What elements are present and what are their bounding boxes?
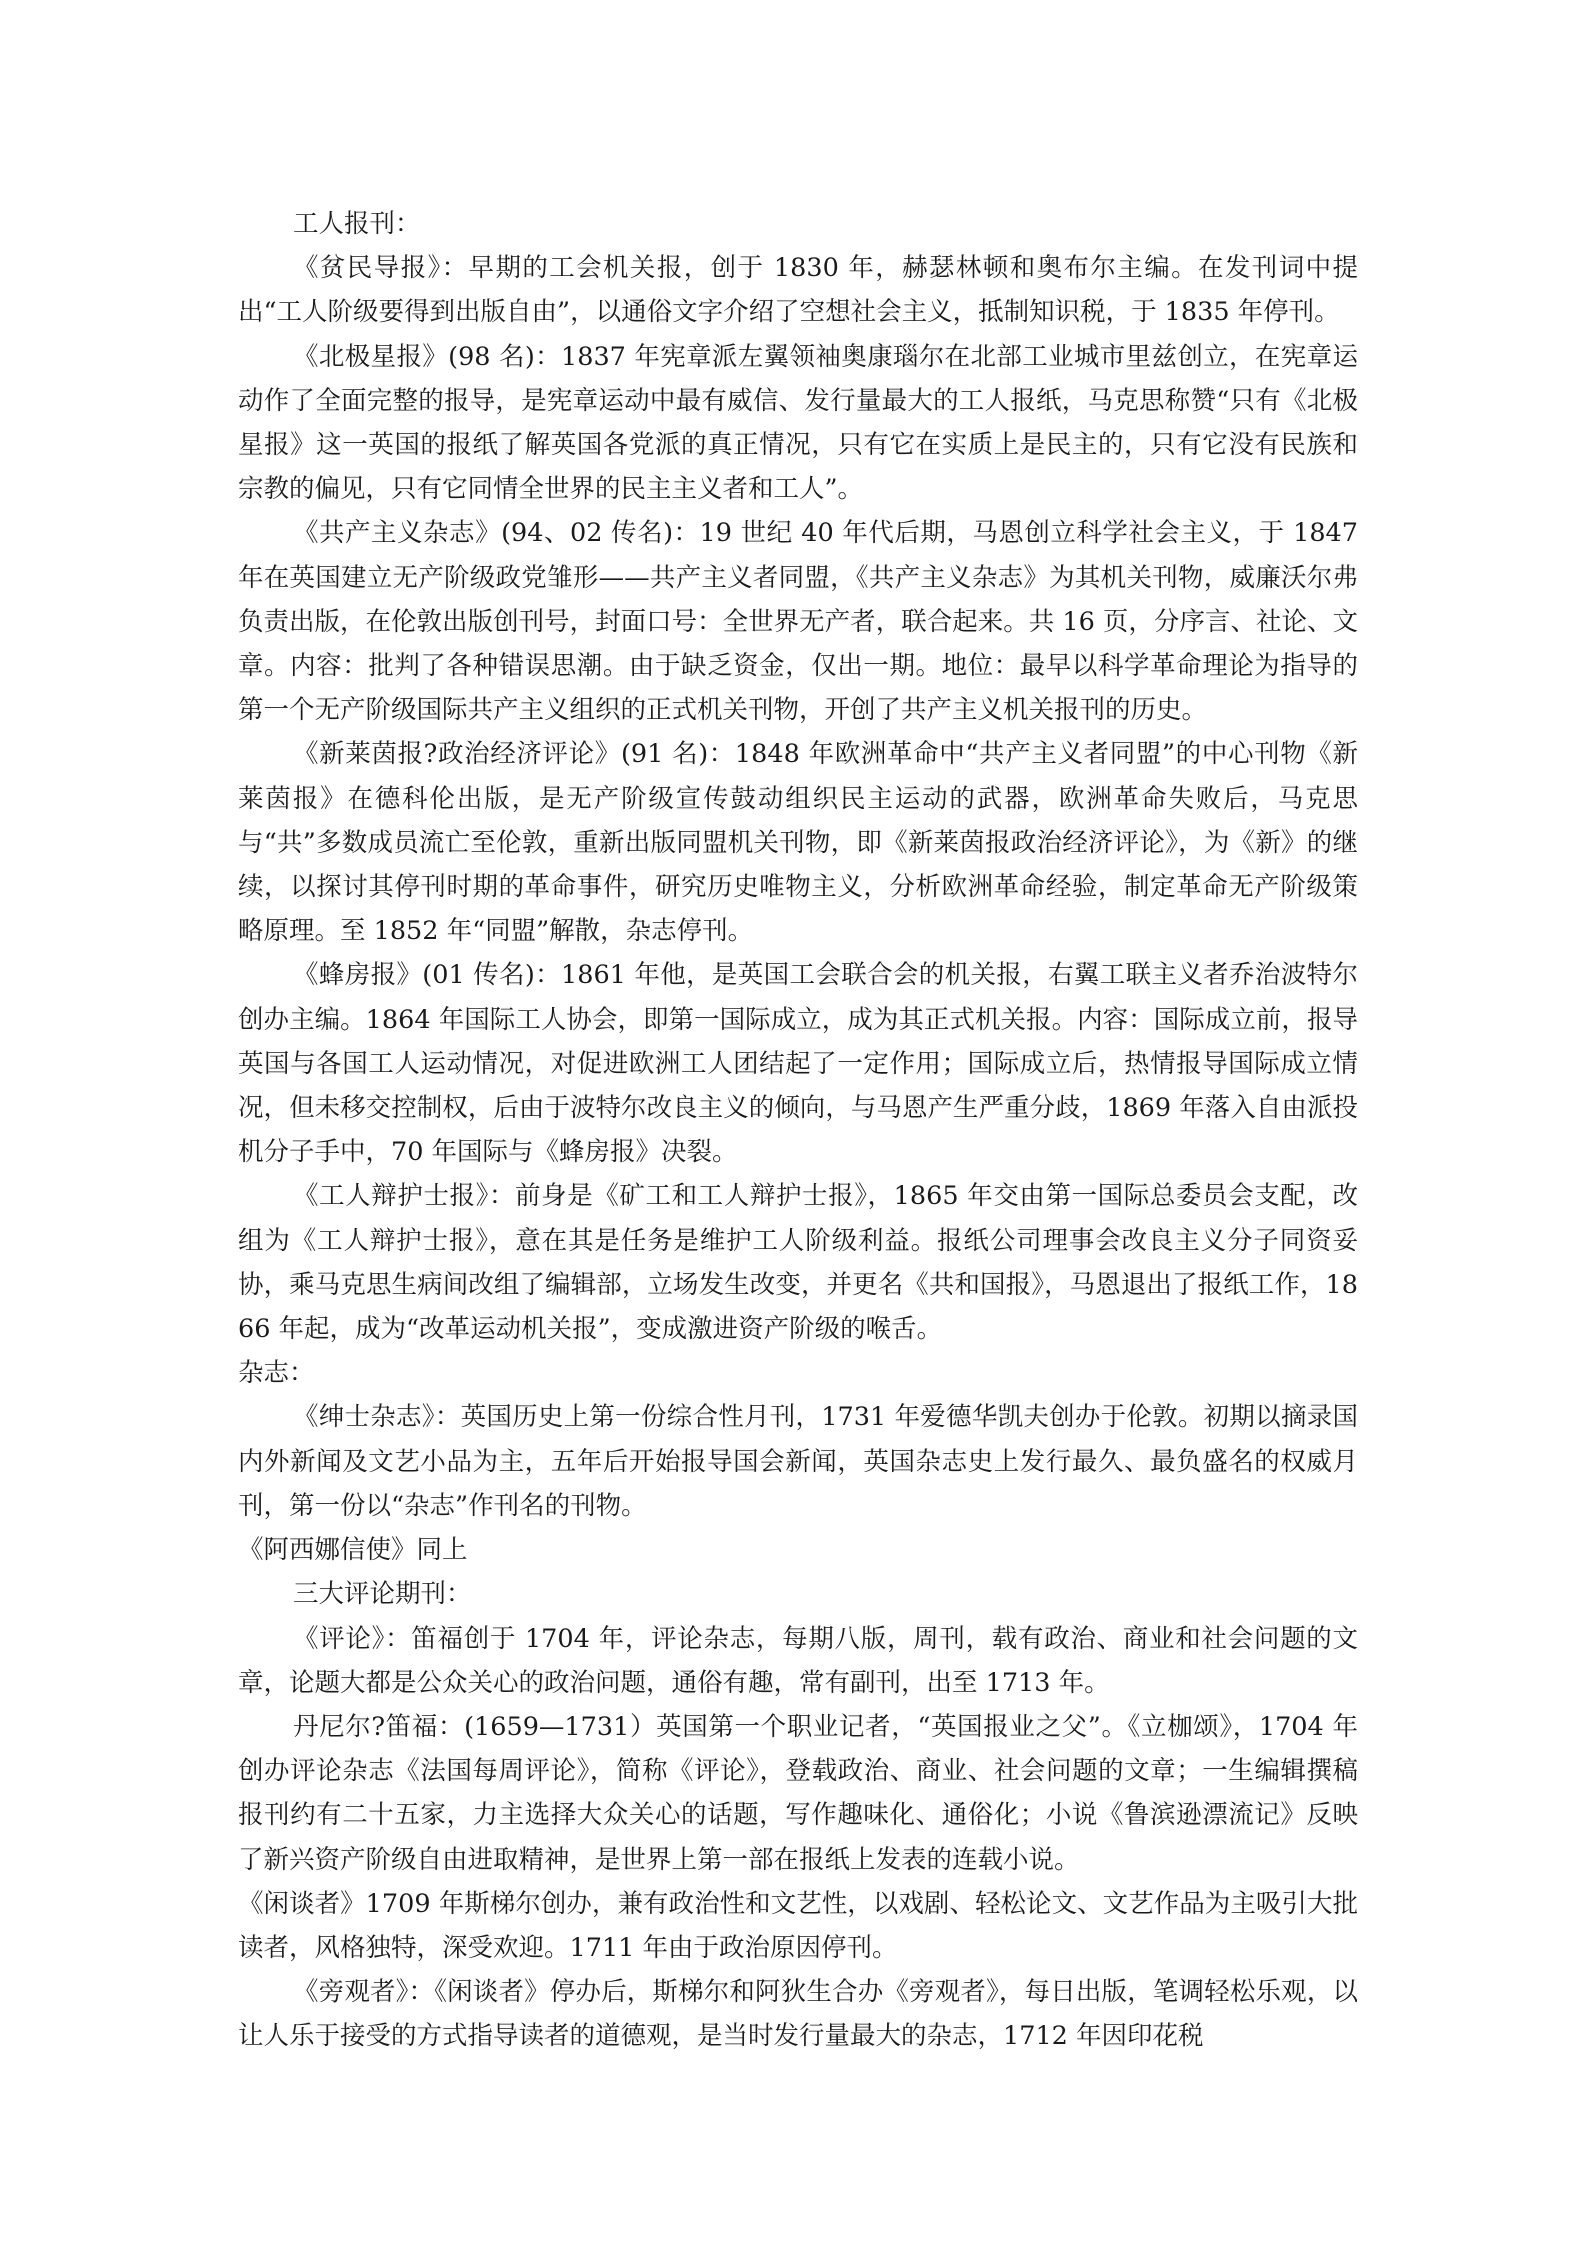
paragraph-tatler: 《闲谈者》1709 年斯梯尔创办，兼有政治性和文艺性，以戏剧、轻松论文、文艺作品为主吸引大批读者，风格独特，深受欢迎。1711 年由于政治原因停刊。 bbox=[238, 1888, 1358, 1963]
paragraph-workmans-advocate: 《工人辩护士报》：前身是《矿工和工人辩护士报》，1865 年交由第一国际总委员会支配，改组为《工人辩护士报》，意在其是任务是维护工人阶级利益。报纸公司理事会改良主义分子同资妥协，乘马克思生病间改组了编辑部，立场发生改变，并更名《共和国报》，马恩退出了报纸工作，1866 年起，成为“改革运动机关报”，变成激进资产阶级的喉舌。 bbox=[238, 1181, 1358, 1345]
document-page bbox=[238, 202, 1358, 2059]
paragraph-spectator: 《旁观者》：《闲谈者》停办后，斯梯尔和阿狄生合办《旁观者》，每日出版，笔调轻松乐观，以让人乐于接受的方式指导读者的道德观，是当时发行量最大的杂志，1712 年因印花税 bbox=[238, 1977, 1358, 2052]
paragraph-daniel-defoe: 丹尼尔?笛福：(1659—1731）英国第一个职业记者，“英国报业之父”。《立枷颂》，1704 年创办评论杂志《法国每周评论》，简称《评论》，登载政治、商业、社会问题的文章；一生编辑撰稿报刊约有二十五家，力主选择大众关心的话题，写作趣味化、通俗化；小说《鲁滨逊漂流记》反映了新兴资产阶级自由进取精神，是世界上第一部在报纸上发表的连载小说。 bbox=[238, 1711, 1358, 1875]
paragraph-poor-mans-guardian: 《贫民导报》：早期的工会机关报，创于 1830 年，赫瑟林顿和奥布尔主编。在发刊词中提出“工人阶级要得到出版自由”，以通俗文字介绍了空想社会主义，抵制知识税，于 1835 年停刊。 bbox=[238, 253, 1358, 328]
paragraph-review: 《评论》：笛福创于 1704 年，评论杂志，每期八版，周刊，载有政治、商业和社会问题的文章，论题大都是公众关心的政治问题，通俗有趣，常有副刊，出至 1713 年。 bbox=[238, 1623, 1358, 1698]
paragraph-athenian-mercury: 《阿西娜信使》同上 bbox=[238, 1535, 468, 1566]
paragraph-neue-rheinische-zeitung: 《新莱茵报?政治经济评论》(91 名)：1848 年欧洲革命中“共产主义者同盟”的中心刊物《新莱茵报》在德科伦出版，是无产阶级宣传鼓动组织民主运动的武器，欧洲革命失败后，马克思与“共”多数成员流亡至伦敦，重新出版同盟机关刊物，即《新莱茵报政治经济评论》，为《新》的继续，以探讨其停刊时期的革命事件，研究历史唯物主义，分析欧洲革命经验，制定革命无产阶级策略原理。至 1852 年“同盟”解散，杂志停刊。 bbox=[238, 739, 1358, 947]
heading-magazines: 杂志： bbox=[238, 1358, 315, 1389]
heading-workers-press: 工人报刊： bbox=[293, 209, 421, 239]
paragraph-gentlemans-magazine: 《绅士杂志》：英国历史上第一份综合性月刊，1731 年爱德华凯夫创办于伦敦。初期以摘录国内外新闻及文艺小品为主，五年后开始报导国会新闻，英国杂志史上发行最久、最负盛名的权威月刊，第一份以“杂志”作刊名的刊物。 bbox=[238, 1402, 1358, 1521]
paragraph-northern-star: 《北极星报》(98 名)：1837 年宪章派左翼领袖奥康瑙尔在北部工业城市里兹创立，在宪章运动作了全面完整的报导，是宪章运动中最有威信、发行量最大的工人报纸，马克思称赞“只有《北极星报》这一英国的报纸了解英国各党派的真正情况，只有它在实质上是民主的，只有它没有民族和宗教的偏见，只有它同情全世界的民主主义者和工人”。 bbox=[238, 341, 1358, 505]
paragraph-bee-hive: 《蜂房报》(01 传名)：1861 年他，是英国工会联合会的机关报，右翼工联主义者乔治波特尔创办主编。1864 年国际工人协会，即第一国际成立，成为其正式机关报。内容：国际成立前，报导英国与各国工人运动情况，对促进欧洲工人团结起了一定作用；国际成立后，热情报导国际成立情况，但未移交控制权，后由于波特尔改良主义的倾向，与马恩产生严重分歧，1869 年落入自由派投机分子手中，70 年国际与《蜂房报》决裂。 bbox=[238, 960, 1358, 1168]
paragraph-communist-journal: 《共产主义杂志》(94、02 传名)：19 世纪 40 年代后期，马恩创立科学社会主义，于 1847 年在英国建立无产阶级政党雏形——共产主义者同盟，《共产主义杂志》为其机关刊物，威廉沃尔弗负责出版，在伦敦出版创刊号，封面口号：全世界无产者，联合起来。共 16 页，分序言、社论、文章。内容：批判了各种错误思潮。由于缺乏资金，仅出一期。地位：最早以科学革命理论为指导的第一个无产阶级国际共产主义组织的正式机关刊物，开创了共产主义机关报刊的历史。 bbox=[238, 518, 1358, 726]
heading-three-review-periodicals: 三大评论期刊： bbox=[293, 1579, 472, 1610]
